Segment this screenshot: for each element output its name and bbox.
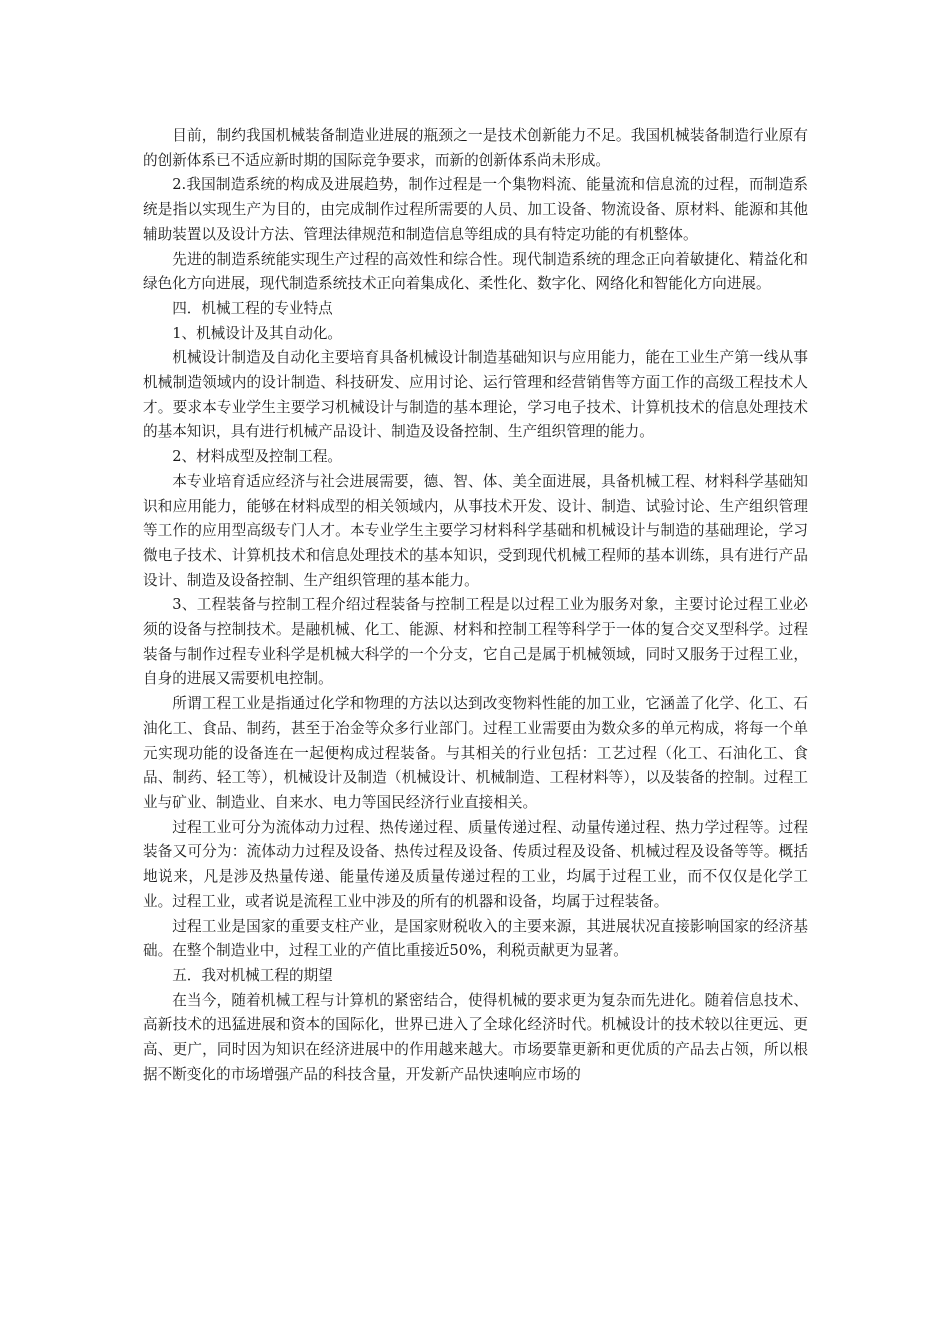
- paragraph: 所谓工程工业是指通过化学和物理的方法以达到改变物料性能的加工业，它涵盖了化学、化工、石油化工、食品、制药，甚至于冶金等众多行业部门。过程工业需要由为数众多的单元构成，将每一个单元实现功能的设备连在一起便构成过程装备。与其相关的行业包括：工艺过程（化工、石油化工、食品、制药、轻工等），机械设计及制造（机械设计、机械制造、工程材料等），以及装备的控制。过程工业与矿业、制造业、自来水、电力等国民经济行业直接相关。: [143, 695, 808, 811]
- paragraph: 过程工业是国家的重要支柱产业，是国家财税收入的主要来源，其进展状况直接影响国家的经济基础。在整个制造业中，过程工业的产值比重接近50%，利税贡献更为显著。: [143, 917, 808, 960]
- subsection-heading: 2、材料成型及控制工程。: [172, 448, 343, 466]
- paragraph: 3、工程装备与控制工程介绍过程装备与控制工程是以过程工业为服务对象，主要讨论过程工业必须的设备与控制技术。是融机械、化工、能源、材料和控制工程等科学于一体的复合交叉型科学。过程装备与制作过程专业科学是机械大科学的一个分支，它自己是属于机械领域，同时又服务于过程工业，自身的进展又需要机电控制。: [143, 596, 808, 688]
- paragraph: 过程工业可分为流体动力过程、热传递过程、质量传递过程、动量传递过程、热力学过程等。过程装备又可分为：流体动力过程及设备、热传过程及设备、传质过程及设备、机械过程及设备等等。概括地说来，凡是涉及热量传递、能量传递及质量传递过程的工业，均属于过程工业，而不仅仅是化学工业。过程工业，或者说是流程工业中涉及的所有的机器和设备，均属于过程装备。: [143, 818, 808, 910]
- paragraph: 本专业培育适应经济与社会进展需要，德、智、体、美全面进展，具备机械工程、材料科学基础知识和应用能力，能够在材料成型的相关领域内，从事技术开发、设计、制造、试验讨论、生产组织管理等工作的应用型高级专门人才。本专业学生主要学习材料科学基础和机械设计与制造的基础理论，学习微电子技术、计算机技术和信息处理技术的基本知识，受到现代机械工程师的基本训练，具有进行产品设计、制造及设备控制、生产组织管理的基本能力。: [143, 472, 808, 589]
- paragraph: 先进的制造系统能实现生产过程的高效性和综合性。现代制造系统的理念正向着敏捷化、精益化和绿色化方向进展，现代制造系统技术正向着集成化、柔性化、数字化、网络化和智能化方向进展。: [143, 250, 808, 293]
- document-body: [143, 124, 808, 1087]
- paragraph: 2.我国制造系统的构成及进展趋势，制作过程是一个集物料流、能量流和信息流的过程，而制造系统是指以实现生产为目的，由完成制作过程所需要的人员、加工设备、物流设备、原材料、能源和其他辅助装置以及设计方法、管理法律规范和制造信息等组成的具有特定功能的有机整体。: [143, 176, 808, 243]
- section-heading: 五．我对机械工程的期望: [172, 966, 333, 984]
- paragraph: 机械设计制造及自动化主要培育具备机械设计制造基础知识与应用能力，能在工业生产第一线从事机械制造领域内的设计制造、科技研发、应用讨论、运行管理和经营销售等方面工作的高级工程技术人才。要求本专业学生主要学习机械设计与制造的基本理论，学习电子技术、计算机技术的信息处理技术的基本知识，具有进行机械产品设计、制造及设备控制、生产组织管理的能力。: [143, 349, 808, 441]
- section-heading: 四．机械工程的专业特点: [172, 299, 333, 317]
- paragraph: 目前，制约我国机械装备制造业进展的瓶颈之一是技术创新能力不足。我国机械装备制造行业原有的创新体系已不适应新时期的国际竞争要求，而新的创新体系尚未形成。: [143, 127, 808, 169]
- subsection-heading: 1、机械设计及其自动化。: [172, 324, 343, 342]
- paragraph: 在当今，随着机械工程与计算机的紧密结合，使得机械的要求更为复杂而先进化。随着信息技术、高新技术的迅猛进展和资本的国际化，世界已进入了全球化经济时代。机械设计的技术较以往更远、更高、更广，同时因为知识在经济进展中的作用越来越大。市场要靠更新和更优质的产品去占领，所以根据不断变化的市场增强产品的科技含量，开发新产品快速响应市场的: [143, 991, 808, 1083]
